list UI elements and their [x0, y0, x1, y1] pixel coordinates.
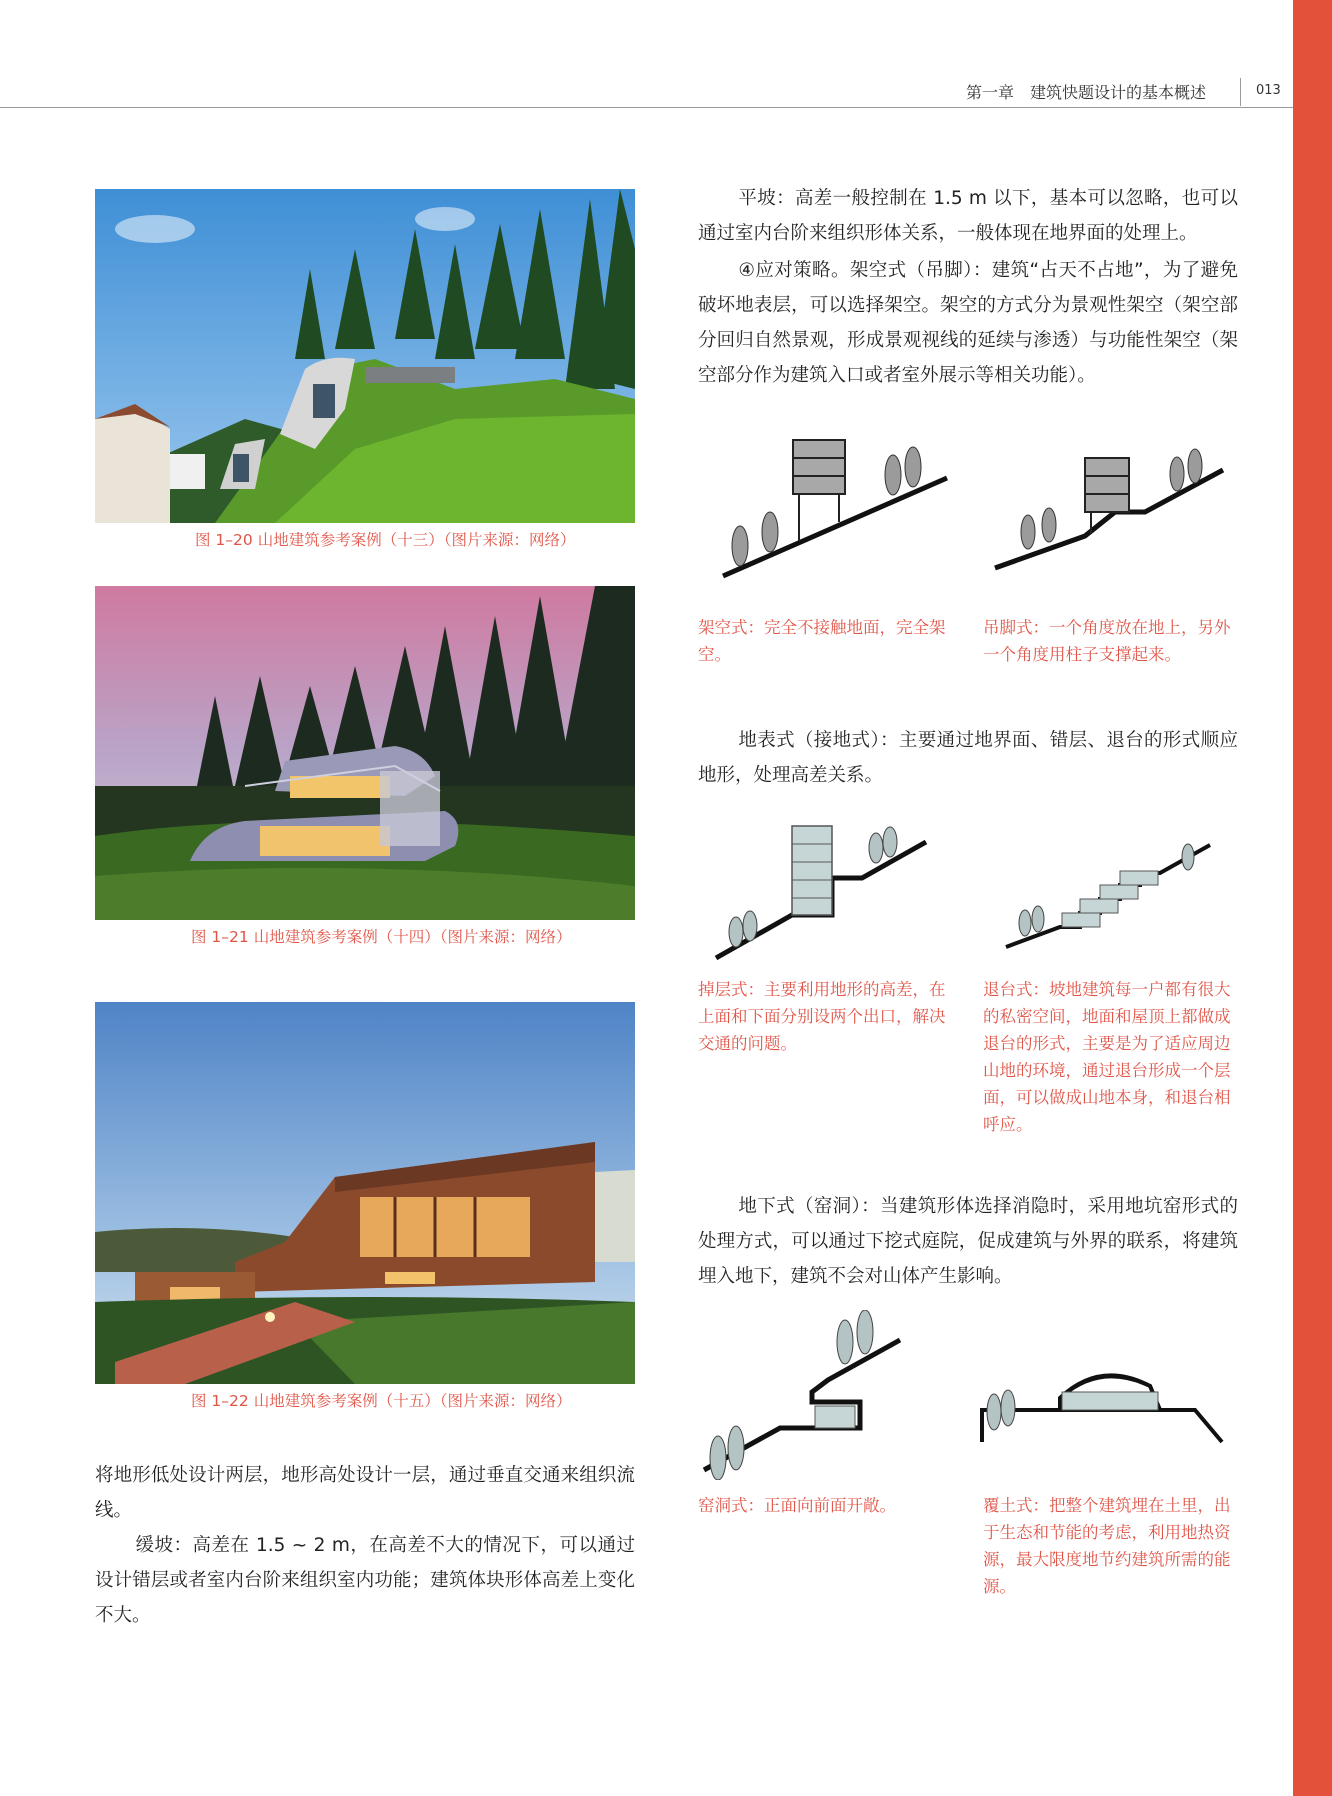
right-paragraph-flat-slope-text: 平坡：高差一般控制在 1.5 m 以下，基本可以忽略，也可以通过室内台阶来组织形体关系，一般体现在地界面的处理上。 [698, 188, 1238, 244]
figure-caption-1-20: 图 1–20 山地建筑参考案例（十三）（图片来源：网络） [195, 531, 576, 549]
left-paragraph-2-text: 缓坡：高差在 1.5 ~ 2 m，在高差不大的情况下，可以通过设计错层或者室内台阶来组织室内功能；建筑体块形体高差上变化不大。 [95, 1535, 635, 1626]
diagram-diaojiao [985, 440, 1225, 580]
header-separator [1240, 78, 1241, 106]
diagram-jiakong [715, 430, 955, 590]
diagram-diceng [712, 820, 932, 965]
right-paragraph-surface [698, 723, 1238, 793]
figure-caption-1-21: 图 1–21 山地建筑参考案例（十四）（图片来源：网络） [191, 928, 572, 946]
right-paragraph-surface-text: 地表式（接地式）：主要通过地界面、错层、退台的形式顺应地形，处理高差关系。 [698, 730, 1238, 786]
right-paragraph-strategy-text: ④应对策略。架空式（吊脚）：建筑“占天不占地”，为了避免破坏地表层，可以选择架空。架空的方式分为景观性架空（架空部分回归自然景观，形成景观视线的延续与渗透）与功能性架空（架空部分作为建筑入口或者室外展示等相关功能）。 [698, 260, 1238, 386]
accent-side-strip [1293, 0, 1332, 1796]
note-diceng: 掉层式：主要利用地形的高差，在上面和下面分别设两个出口，解决交通的问题。 [698, 980, 946, 1053]
note-diaojiao: 吊脚式：一个角度放在地上，另外一个角度用柱子支撑起来。 [983, 618, 1231, 664]
diagram-yaodong [700, 1310, 910, 1480]
note-jiakong: 架空式：完全不接触地面，完全架空。 [698, 618, 946, 664]
figure-caption-1-22: 图 1–22 山地建筑参考案例（十五）（图片来源：网络） [191, 1392, 572, 1410]
page-number: 013 [1256, 83, 1281, 98]
note-tuitai: 退台式：坡地建筑每一户都有很大的私密空间，地面和屋顶上都做成退台的形式，主要是为了适应周边山地的环境，通过退台形成一个层面，可以做成山地本身，和退台相呼应。 [983, 980, 1231, 1134]
right-paragraph-flat-slope [698, 181, 1238, 251]
note-yaodong: 窑洞式：正面向前面开敞。 [698, 1496, 896, 1515]
right-paragraph-underground [698, 1189, 1238, 1294]
right-paragraph-strategy [698, 253, 1238, 393]
diagram-tuitai [1000, 835, 1215, 955]
chapter-title: 第一章 建筑快题设计的基本概述 [965, 83, 1206, 102]
header-rule [0, 107, 1293, 108]
figure-photo-1-22 [95, 1002, 635, 1384]
left-paragraph-1: 将地形低处设计两层，地形高处设计一层，通过垂直交通来组织流线。 [95, 1465, 635, 1521]
figure-photo-1-20 [95, 189, 635, 523]
figure-photo-1-21 [95, 586, 635, 920]
left-paragraph-2 [95, 1528, 635, 1633]
diagram-futu [980, 1350, 1225, 1450]
right-paragraph-underground-text: 地下式（窑洞）：当建筑形体选择消隐时，采用地坑窑形式的处理方式，可以通过下挖式庭院，促成建筑与外界的联系，将建筑埋入地下，建筑不会对山体产生影响。 [698, 1196, 1238, 1287]
note-futu: 覆土式：把整个建筑埋在土里，出于生态和节能的考虑，利用地热资源，最大限度地节约建筑所需的能源。 [983, 1496, 1231, 1596]
